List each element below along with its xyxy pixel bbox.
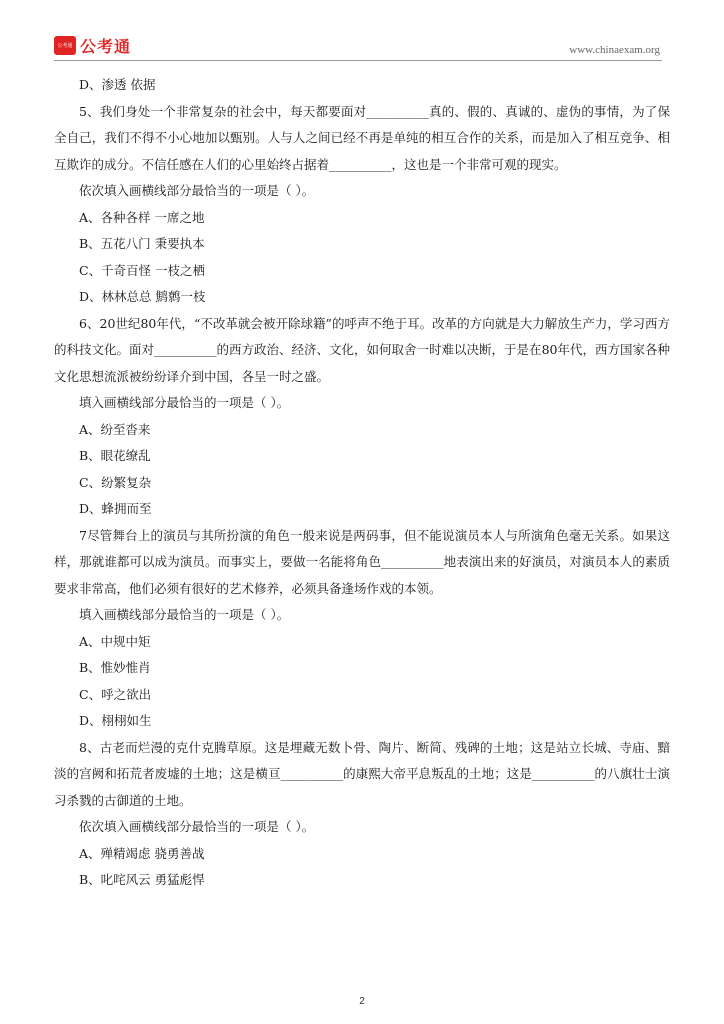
answer-option: B、叱咤风云 勇猛彪悍 [79, 872, 205, 887]
answer-option: B、五花八门 秉要执本 [79, 236, 205, 251]
header-divider [54, 60, 662, 61]
page-header [0, 0, 724, 62]
page-number: 2 [359, 996, 365, 1007]
answer-option: D、渗透 依据 [79, 77, 156, 92]
answer-option: C、呼之欲出 [79, 686, 152, 702]
answer-option: C、纷繁复杂 [79, 474, 152, 490]
document-body [54, 72, 670, 894]
paragraph: 6、20世纪80年代，“不改革就会被开除球籍”的呼声不绝于耳。改革的方向就是大力解放生产力，学习西方的科技文化。面对__________的西方政治、经济、文化，如何取舍一时难以决断，于是在80年代，西方国家各种文化思想流派被纷纷译介到中国，各呈一时之盛。 [54, 315, 670, 384]
paragraph: 8、古老而烂漫的克什克腾草原。这是埋藏无数卜骨、陶片、断简、残碑的土地；这是站立长城、寺庙、黯淡的宫阙和拓荒者废墟的土地；这是横亘__________的康熙大帝平息叛乱的土地；这是__________的八旗壮士演习杀戮的古御道的土地。 [54, 739, 670, 808]
answer-option: D、蜂拥而至 [79, 501, 152, 516]
answer-option: A、中规中矩 [79, 633, 151, 649]
site-url[interactable]: www.chinaexam.org [569, 44, 660, 56]
answer-option: A、殚精竭虑 骁勇善战 [79, 845, 205, 861]
paragraph: 填入画横线部分最恰当的一项是（ ）。 [79, 607, 290, 622]
answer-option: B、眼花缭乱 [79, 448, 151, 463]
logo-mark-icon: 公考通 [54, 36, 76, 55]
logo[interactable] [54, 34, 131, 57]
paragraph: 填入画横线部分最恰当的一项是（ ）。 [79, 395, 290, 410]
logo-text: 公考通 [80, 37, 132, 56]
answer-option: A、纷至沓来 [79, 421, 151, 437]
answer-option: D、栩栩如生 [79, 713, 152, 728]
answer-option: B、惟妙惟肖 [79, 660, 151, 675]
answer-option: D、林林总总 鹪鹩一枝 [79, 289, 206, 304]
paragraph: 依次填入画横线部分最恰当的一项是（ ）。 [79, 183, 315, 198]
paragraph: 5、我们身处一个非常复杂的社会中，每天都要面对__________真的、假的、真诚的、虚伪的事情，为了保全自己，我们不得不小心地加以甄别。人与人之间已经不再是单纯的相互合作的关系，而是加入了相互竞争、相互欺诈的成分。不信任感在人们的心里始终占据着__________，这也是一个非常可观的现实。 [54, 103, 670, 172]
paragraph: 依次填入画横线部分最恰当的一项是（ ）。 [79, 819, 315, 834]
answer-option: A、各种各样 一席之地 [79, 209, 205, 225]
answer-option: C、千奇百怪 一枝之栖 [79, 262, 206, 278]
paragraph: 7尽管舞台上的演员与其所扮演的角色一般来说是两码事，但不能说演员本人与所演角色毫无关系。如果这样，那就谁都可以成为演员。而事实上，要做一名能将角色__________地表演出来的好演员，对演员本人的素质要求非常高，他们必须有很好的艺术修养，必须具备逢场作戏的本领。 [54, 527, 670, 596]
